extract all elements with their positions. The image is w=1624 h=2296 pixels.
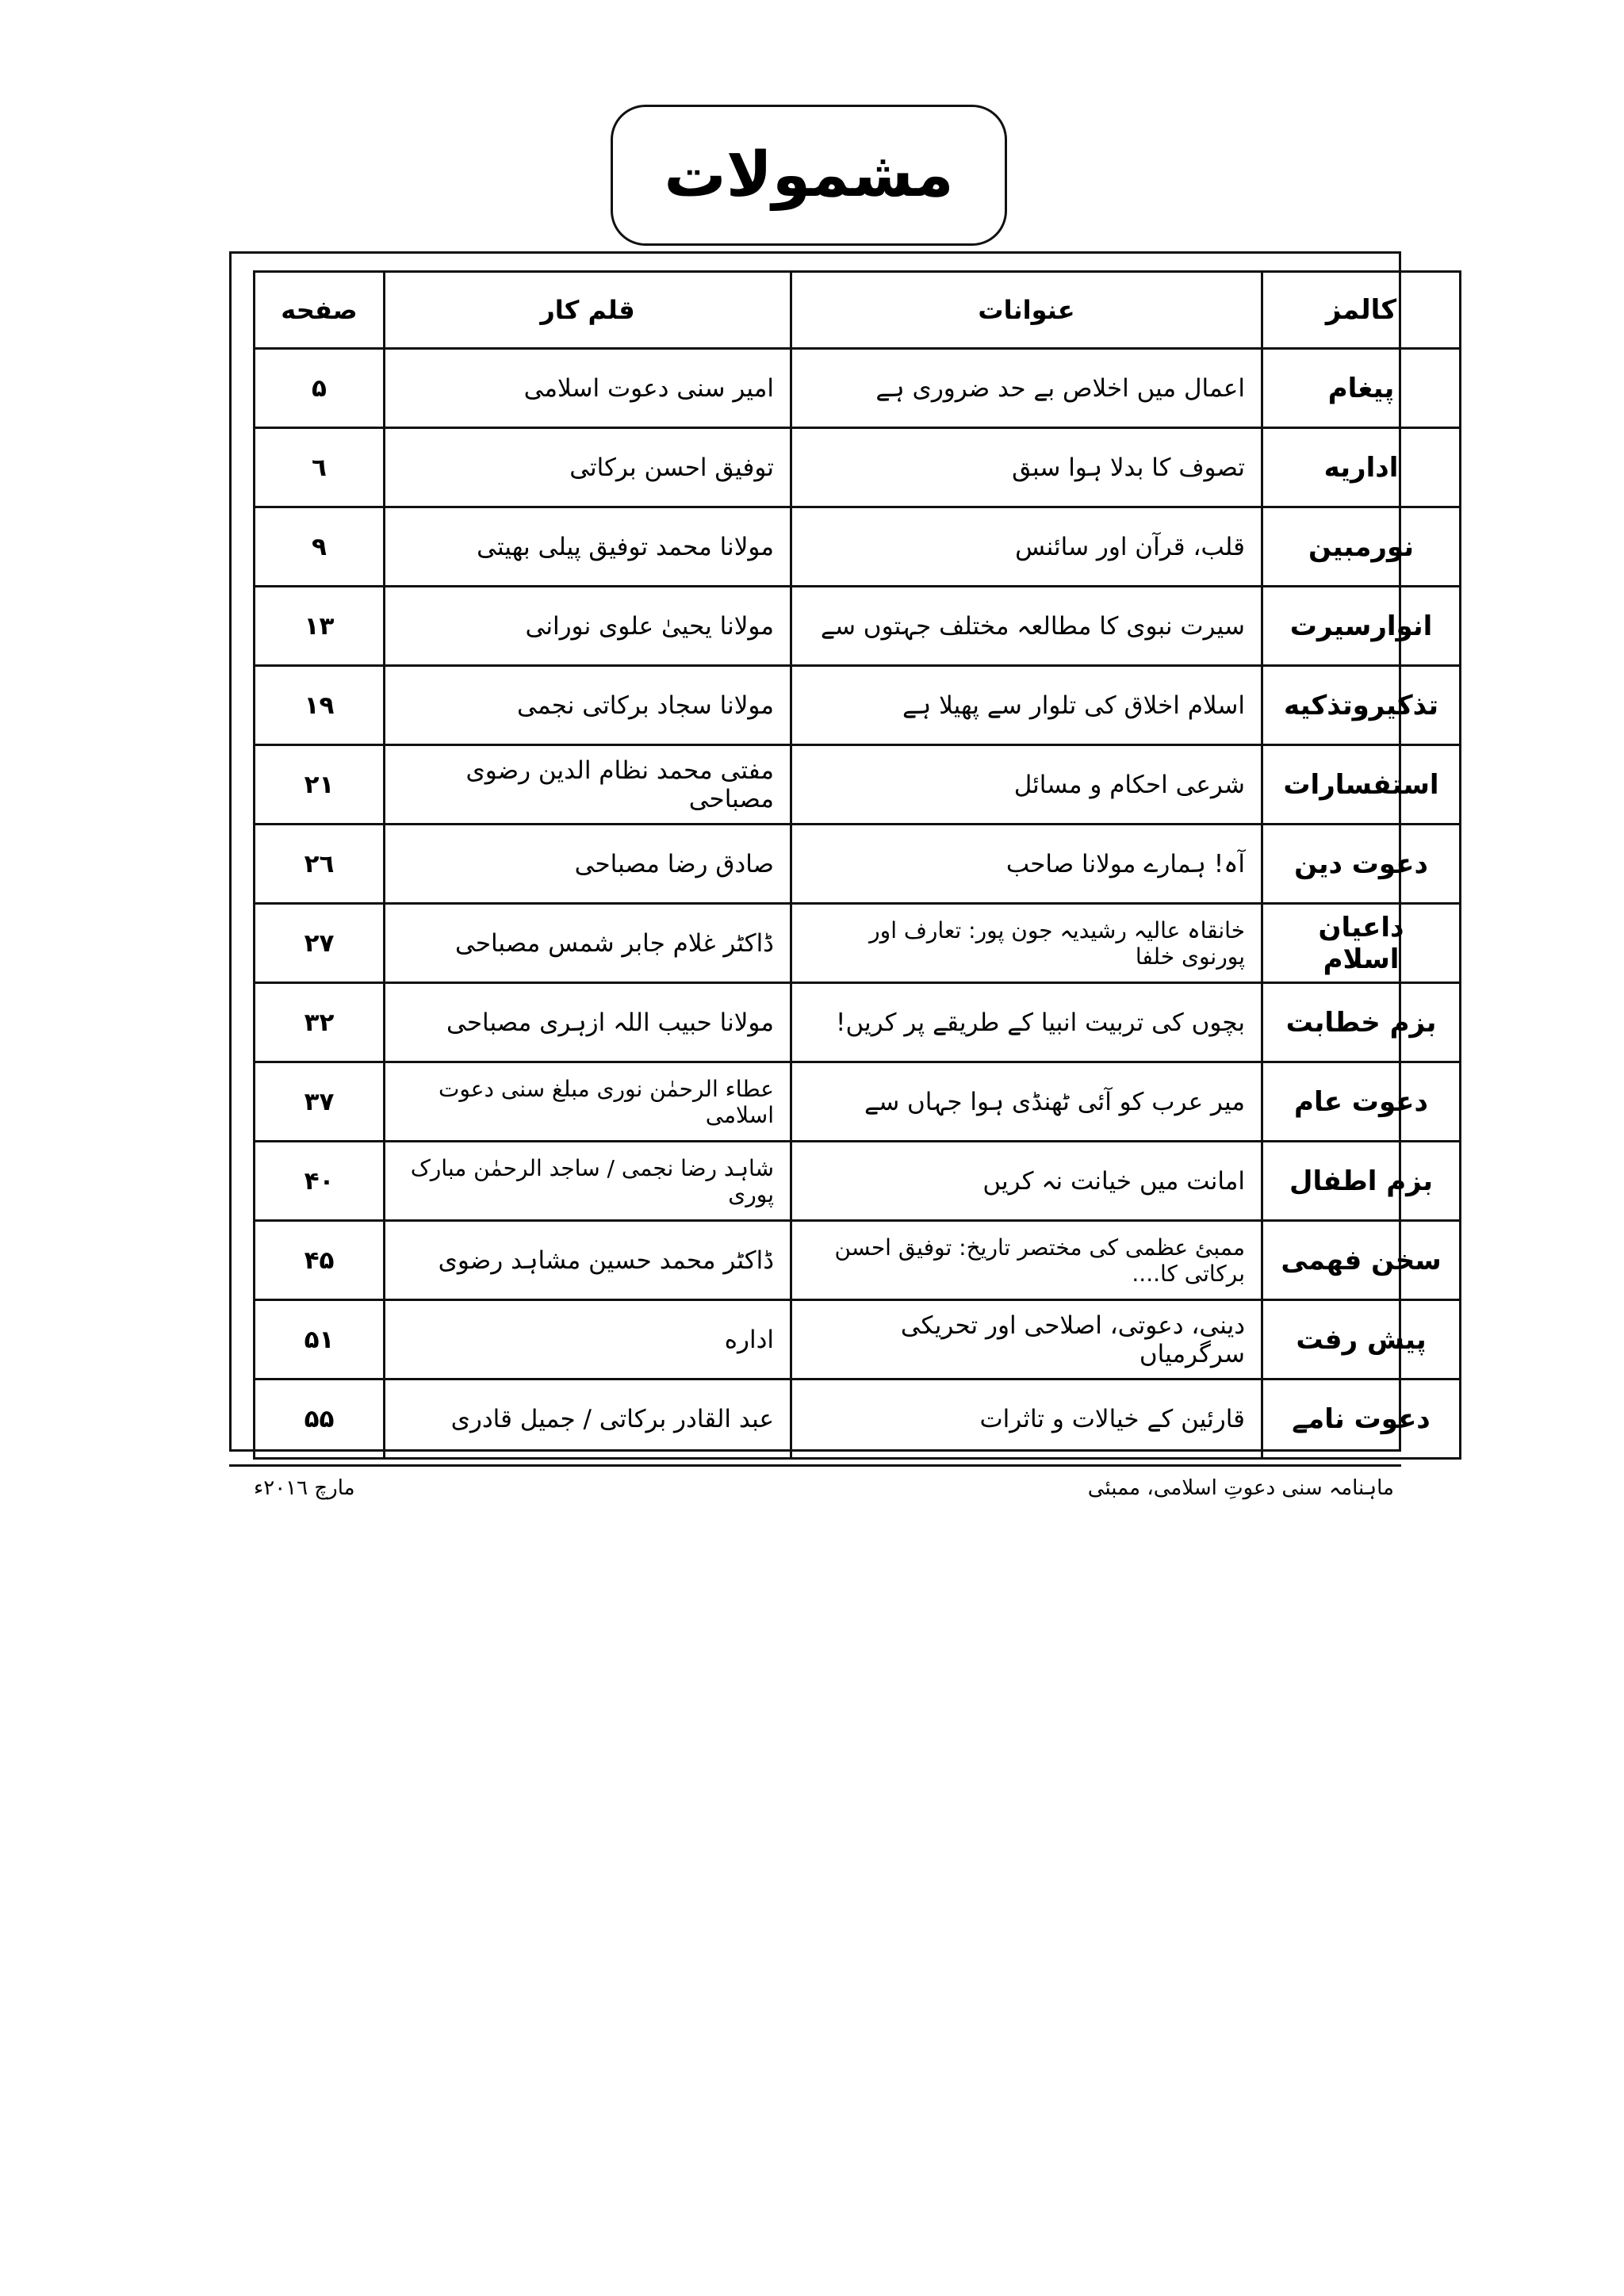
row-author: امیر سنی دعوت اسلامی	[385, 349, 791, 428]
row-page: ٢١	[255, 745, 385, 825]
row-title: سیرت نبوی کا مطالعہ مختلف جہتوں سے	[791, 587, 1262, 666]
row-title: دینی، دعوتی، اصلاحی اور تحریکی سرگرمیاں	[791, 1300, 1262, 1380]
row-column: بزم خطابت	[1262, 983, 1461, 1062]
row-column: نورمبین	[1262, 507, 1461, 587]
row-page: ۵	[255, 349, 385, 428]
row-column: پیش رفت	[1262, 1300, 1461, 1380]
page-title: مشمولات	[664, 140, 954, 211]
footer-rule	[229, 1464, 1401, 1467]
row-title: بچوں کی تربیت انبیا کے طریقے پر کریں!	[791, 983, 1262, 1062]
table-row	[255, 428, 1461, 507]
footer-magazine-name: ماہنامہ سنی دعوتِ اسلامی، ممبئی	[1087, 1476, 1394, 1500]
row-column: بزم اطفال	[1262, 1142, 1461, 1221]
row-title: تصوف کا بدلا ہوا سبق	[791, 428, 1262, 507]
row-column: استفسارات	[1262, 745, 1461, 825]
row-column: دعوت نامے	[1262, 1380, 1461, 1459]
row-column: دعوت دین	[1262, 825, 1461, 904]
row-title: قلب، قرآن اور سائنس	[791, 507, 1262, 587]
row-author: مولانا محمد توفیق پیلی بھیتی	[385, 507, 791, 587]
row-author: اداره	[385, 1300, 791, 1380]
row-page: ۵۵	[255, 1380, 385, 1459]
row-column: تذکیروتذکیه	[1262, 666, 1461, 745]
row-author: توفیق احسن برکاتی	[385, 428, 791, 507]
row-author: مفتی محمد نظام الدین رضوی مصباحی	[385, 745, 791, 825]
row-author: عبد القادر برکاتی / جمیل قادری	[385, 1380, 791, 1459]
header-title: عنوانات	[791, 272, 1262, 349]
table-row	[255, 587, 1461, 666]
row-author: شاہد رضا نجمی / ساجد الرحمٰن مبارک پوری	[385, 1142, 791, 1221]
row-title: آہ! ہمارے مولانا صاحب	[791, 825, 1262, 904]
row-page: ٢٦	[255, 825, 385, 904]
table-row	[255, 1300, 1461, 1380]
row-column: دعوت عام	[1262, 1062, 1461, 1142]
header-column: کالمز	[1262, 272, 1461, 349]
row-author: صادق رضا مصباحی	[385, 825, 791, 904]
table-row	[255, 1380, 1461, 1459]
row-author: مولانا سجاد برکاتی نجمی	[385, 666, 791, 745]
table-row	[255, 507, 1461, 587]
row-title: میر عرب کو آئی ٹھنڈی ہوا جہاں سے	[791, 1062, 1262, 1142]
table-row	[255, 349, 1461, 428]
row-title: اسلام اخلاق کی تلوار سے پھیلا ہے	[791, 666, 1262, 745]
title-box	[611, 105, 1007, 246]
table-row	[255, 745, 1461, 825]
row-page: ۵١	[255, 1300, 385, 1380]
header-page: صفحه	[255, 272, 385, 349]
row-author: عطاء الرحمٰن نوری مبلغ سنی دعوت اسلامی	[385, 1062, 791, 1142]
row-title: قارئین کے خیالات و تاثرات	[791, 1380, 1262, 1459]
row-page: ٦	[255, 428, 385, 507]
row-author: ڈاکٹر غلام جابر شمس مصباحی	[385, 904, 791, 983]
row-page: ٣٢	[255, 983, 385, 1062]
row-column: داعیان اسلام	[1262, 904, 1461, 983]
row-title: ممبئ عظمی کی مختصر تاریخ: توفیق احسن برکاتی کا....	[791, 1221, 1262, 1300]
header-author: قلم کار	[385, 272, 791, 349]
table-row	[255, 1142, 1461, 1221]
row-title: شرعی احکام و مسائل	[791, 745, 1262, 825]
table-row	[255, 983, 1461, 1062]
table-header-row	[255, 272, 1461, 349]
row-column: انوارسیرت	[1262, 587, 1461, 666]
row-page: ۹	[255, 507, 385, 587]
row-page: ١٩	[255, 666, 385, 745]
row-title: خانقاہ عالیہ رشیدیہ جون پور: تعارف اور پورنوی خلفا	[791, 904, 1262, 983]
row-author: ڈاکٹر محمد حسین مشاہد رضوی	[385, 1221, 791, 1300]
row-column: سخن فهمی	[1262, 1221, 1461, 1300]
row-page: ۴۵	[255, 1221, 385, 1300]
row-title: امانت میں خیانت نہ کریں	[791, 1142, 1262, 1221]
contents-table	[253, 270, 1461, 1460]
row-column: پیغام	[1262, 349, 1461, 428]
row-page: ٢٧	[255, 904, 385, 983]
row-column: اداریه	[1262, 428, 1461, 507]
table-row	[255, 1221, 1461, 1300]
footer-date: مارچ ٢٠١٦ء	[254, 1476, 355, 1500]
table-row	[255, 904, 1461, 983]
row-author: مولانا حبیب اللہ ازہری مصباحی	[385, 983, 791, 1062]
row-author: مولانا یحییٰ علوی نورانی	[385, 587, 791, 666]
table-row	[255, 825, 1461, 904]
row-title: اعمال میں اخلاص بے حد ضروری ہے	[791, 349, 1262, 428]
row-page: ١٣	[255, 587, 385, 666]
table-row	[255, 666, 1461, 745]
row-page: ۴٠	[255, 1142, 385, 1221]
table-row	[255, 1062, 1461, 1142]
row-page: ٣٧	[255, 1062, 385, 1142]
